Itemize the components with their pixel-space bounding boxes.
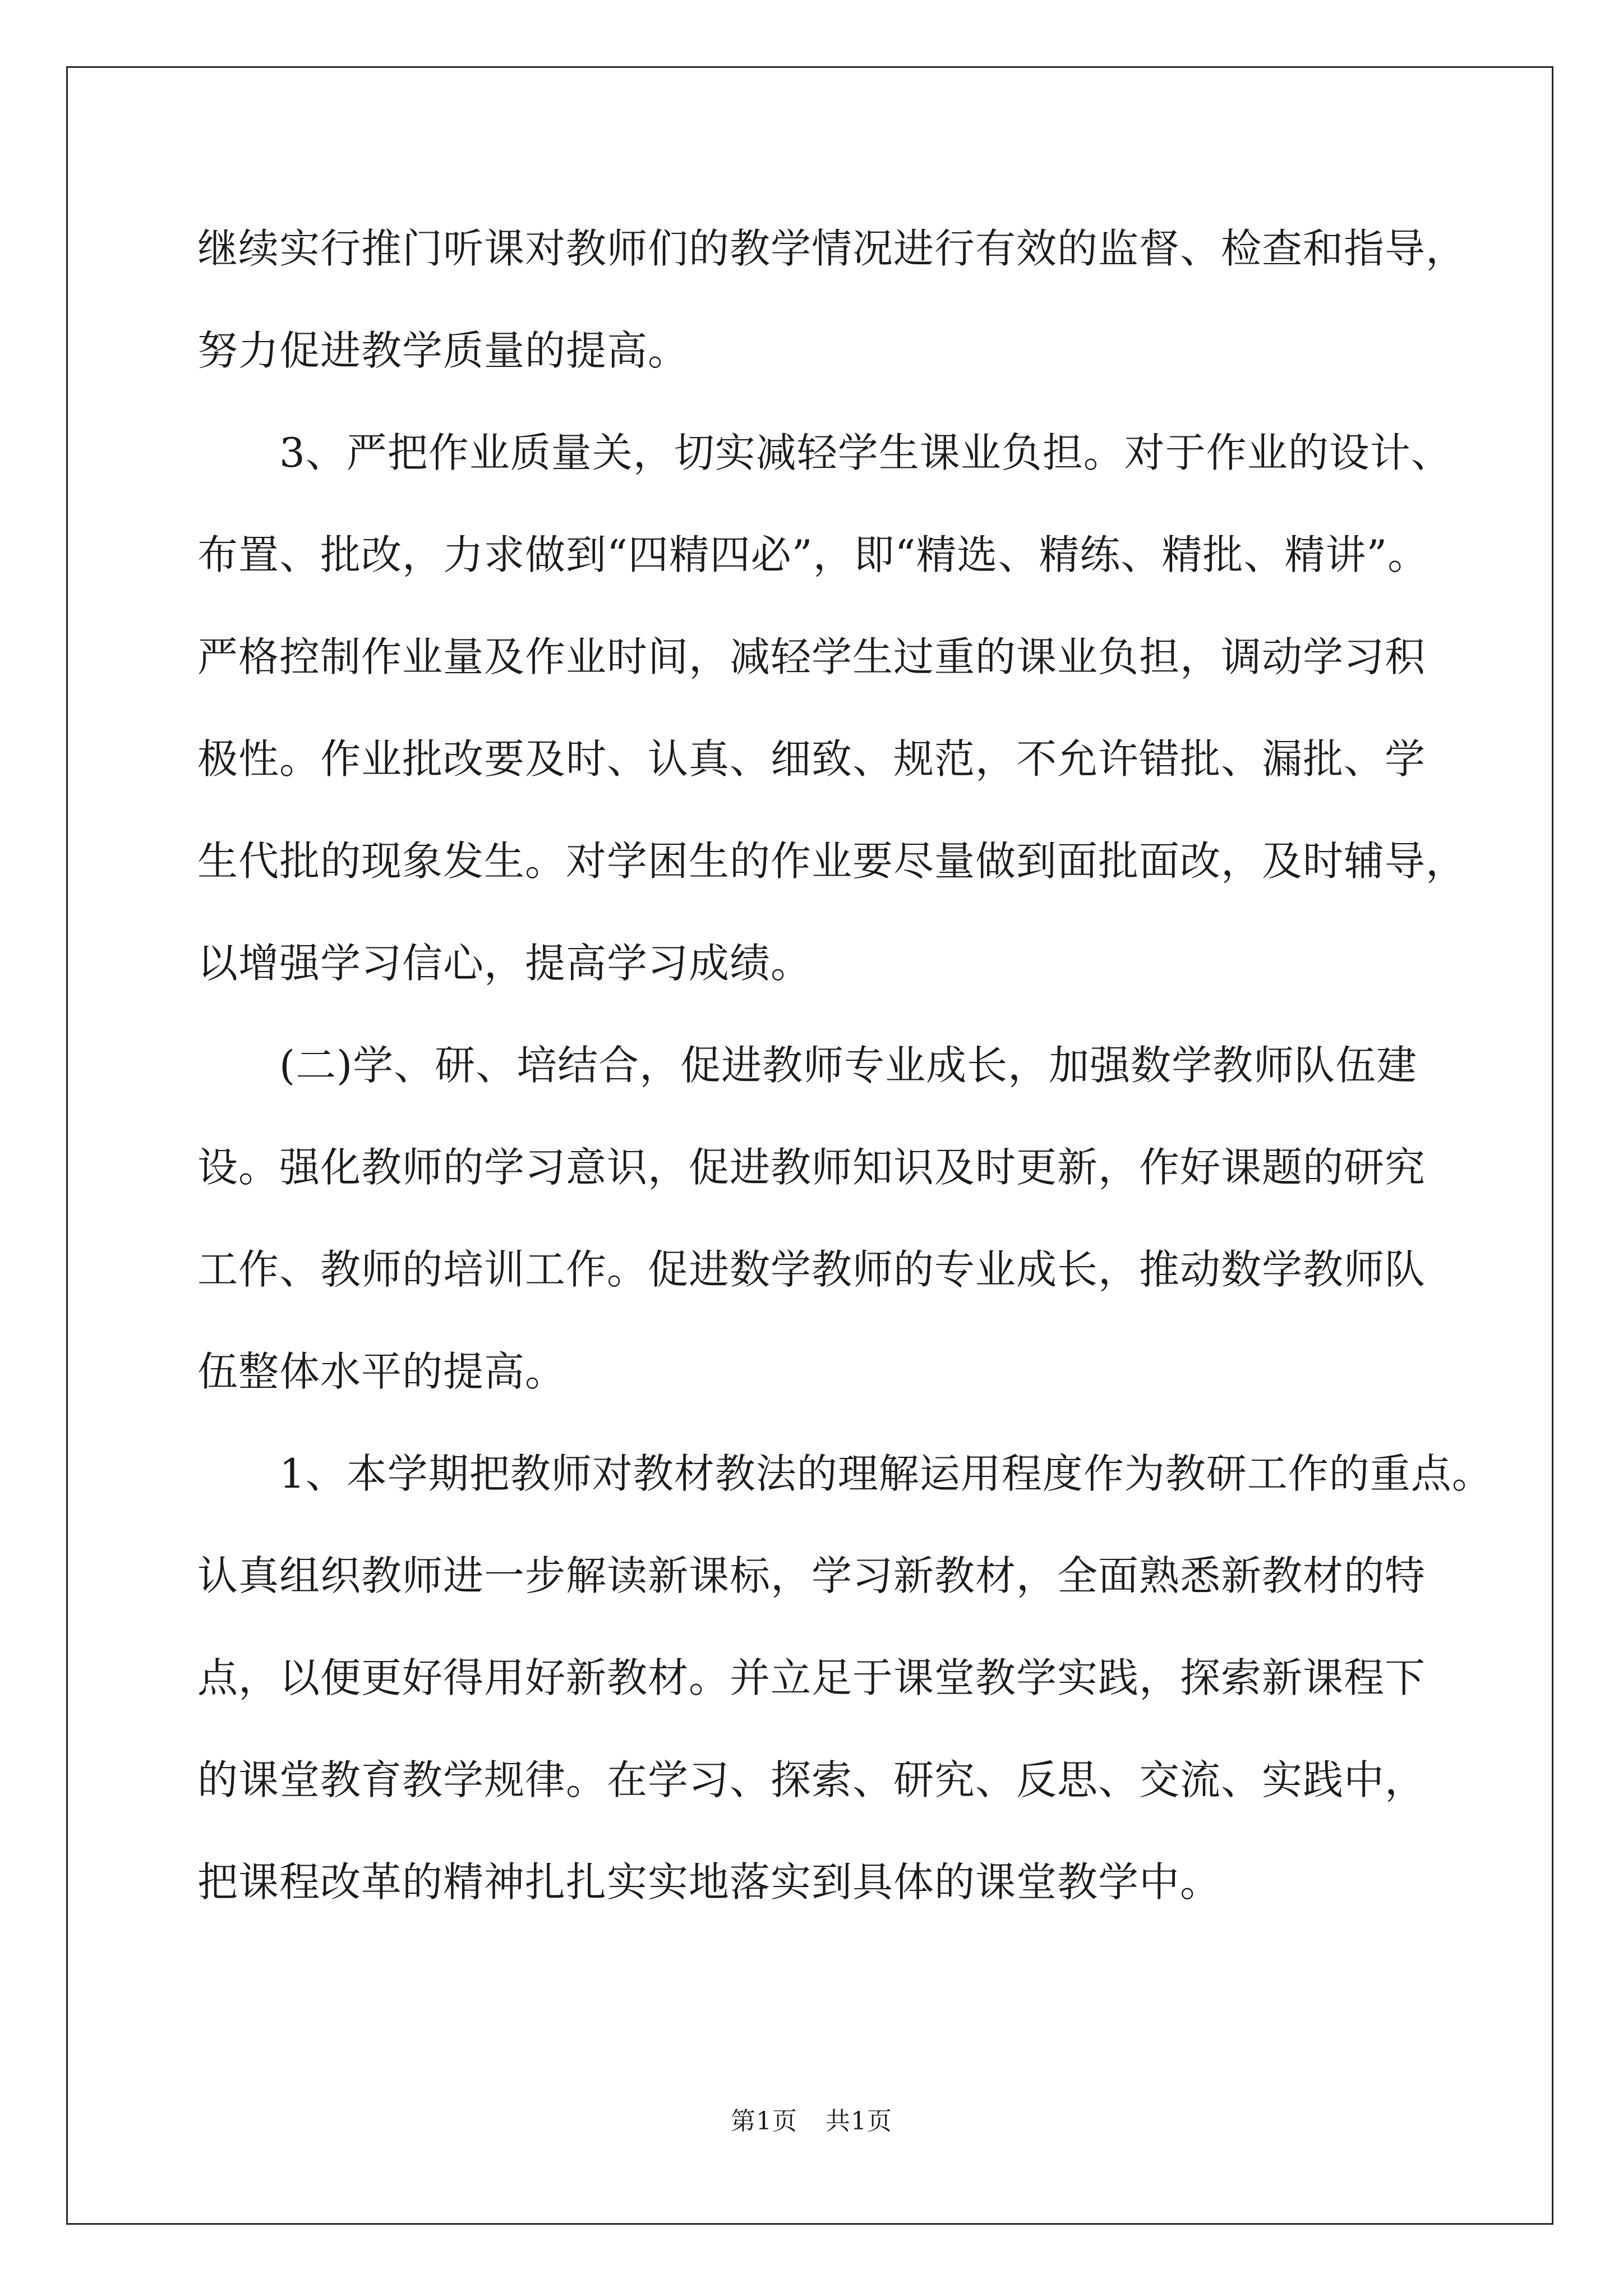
- text-line: 努力促进教学质量的提高。: [197, 327, 689, 374]
- text-line: 严格控制作业量及作业时间，减轻学生过重的课业负担，调动学习积: [197, 633, 1426, 680]
- paragraph-start-line: 3、严把作业质量关，切实减轻学生课业负担。对于作业的设计、: [279, 429, 1452, 476]
- text-line: 继续实行推门听课对教师们的教学情况进行有效的监督、检查和指导，: [197, 225, 1467, 272]
- text-line: 布置、批改，力求做到“四精四必”，即“精选、精练、精批、精讲”。: [197, 531, 1429, 578]
- text-line: 伍整体水平的提高。: [197, 1348, 566, 1395]
- page-footer: [0, 2105, 1623, 2138]
- text-line: 认真组织教师进一步解读新课标，学习新教材，全面熟悉新教材的特: [197, 1552, 1426, 1599]
- text-line: 极性。作业批改要及时、认真、细致、规范，不允许错批、漏批、学: [197, 735, 1426, 783]
- text-line: 生代批的现象发生。对学困生的作业要尽量做到面批面改，及时辅导，: [197, 838, 1467, 885]
- text-line: 以增强学习信心，提高学习成绩。: [197, 940, 812, 987]
- paragraph-start-line: 1、本学期把教师对教材教法的理解运用程度作为教研工作的重点。: [279, 1450, 1493, 1497]
- text-line: 点，以便更好得用好新教材。并立足于课堂教学实践，探索新课程下: [197, 1654, 1426, 1701]
- text-line: 工作、教师的培训工作。促进数学教师的专业成长，推动数学教师队: [197, 1246, 1426, 1293]
- text-line: 设。强化教师的学习意识，促进教师知识及时更新，作好课题的研究: [197, 1144, 1426, 1191]
- page-total: 共1页: [826, 2107, 892, 2136]
- paragraph-start-line: (二)学、研、培结合，促进教师专业成长，加强数学教师队伍建: [279, 1042, 1418, 1089]
- document-body: [197, 197, 1493, 1933]
- text-line: 的课堂教育教学规律。在学习、探索、研究、反思、交流、实践中，: [197, 1756, 1426, 1803]
- page-number: 第1页: [731, 2107, 797, 2136]
- text-line: 把课程改革的精神扎扎实实地落实到具体的课堂教学中。: [197, 1858, 1221, 1906]
